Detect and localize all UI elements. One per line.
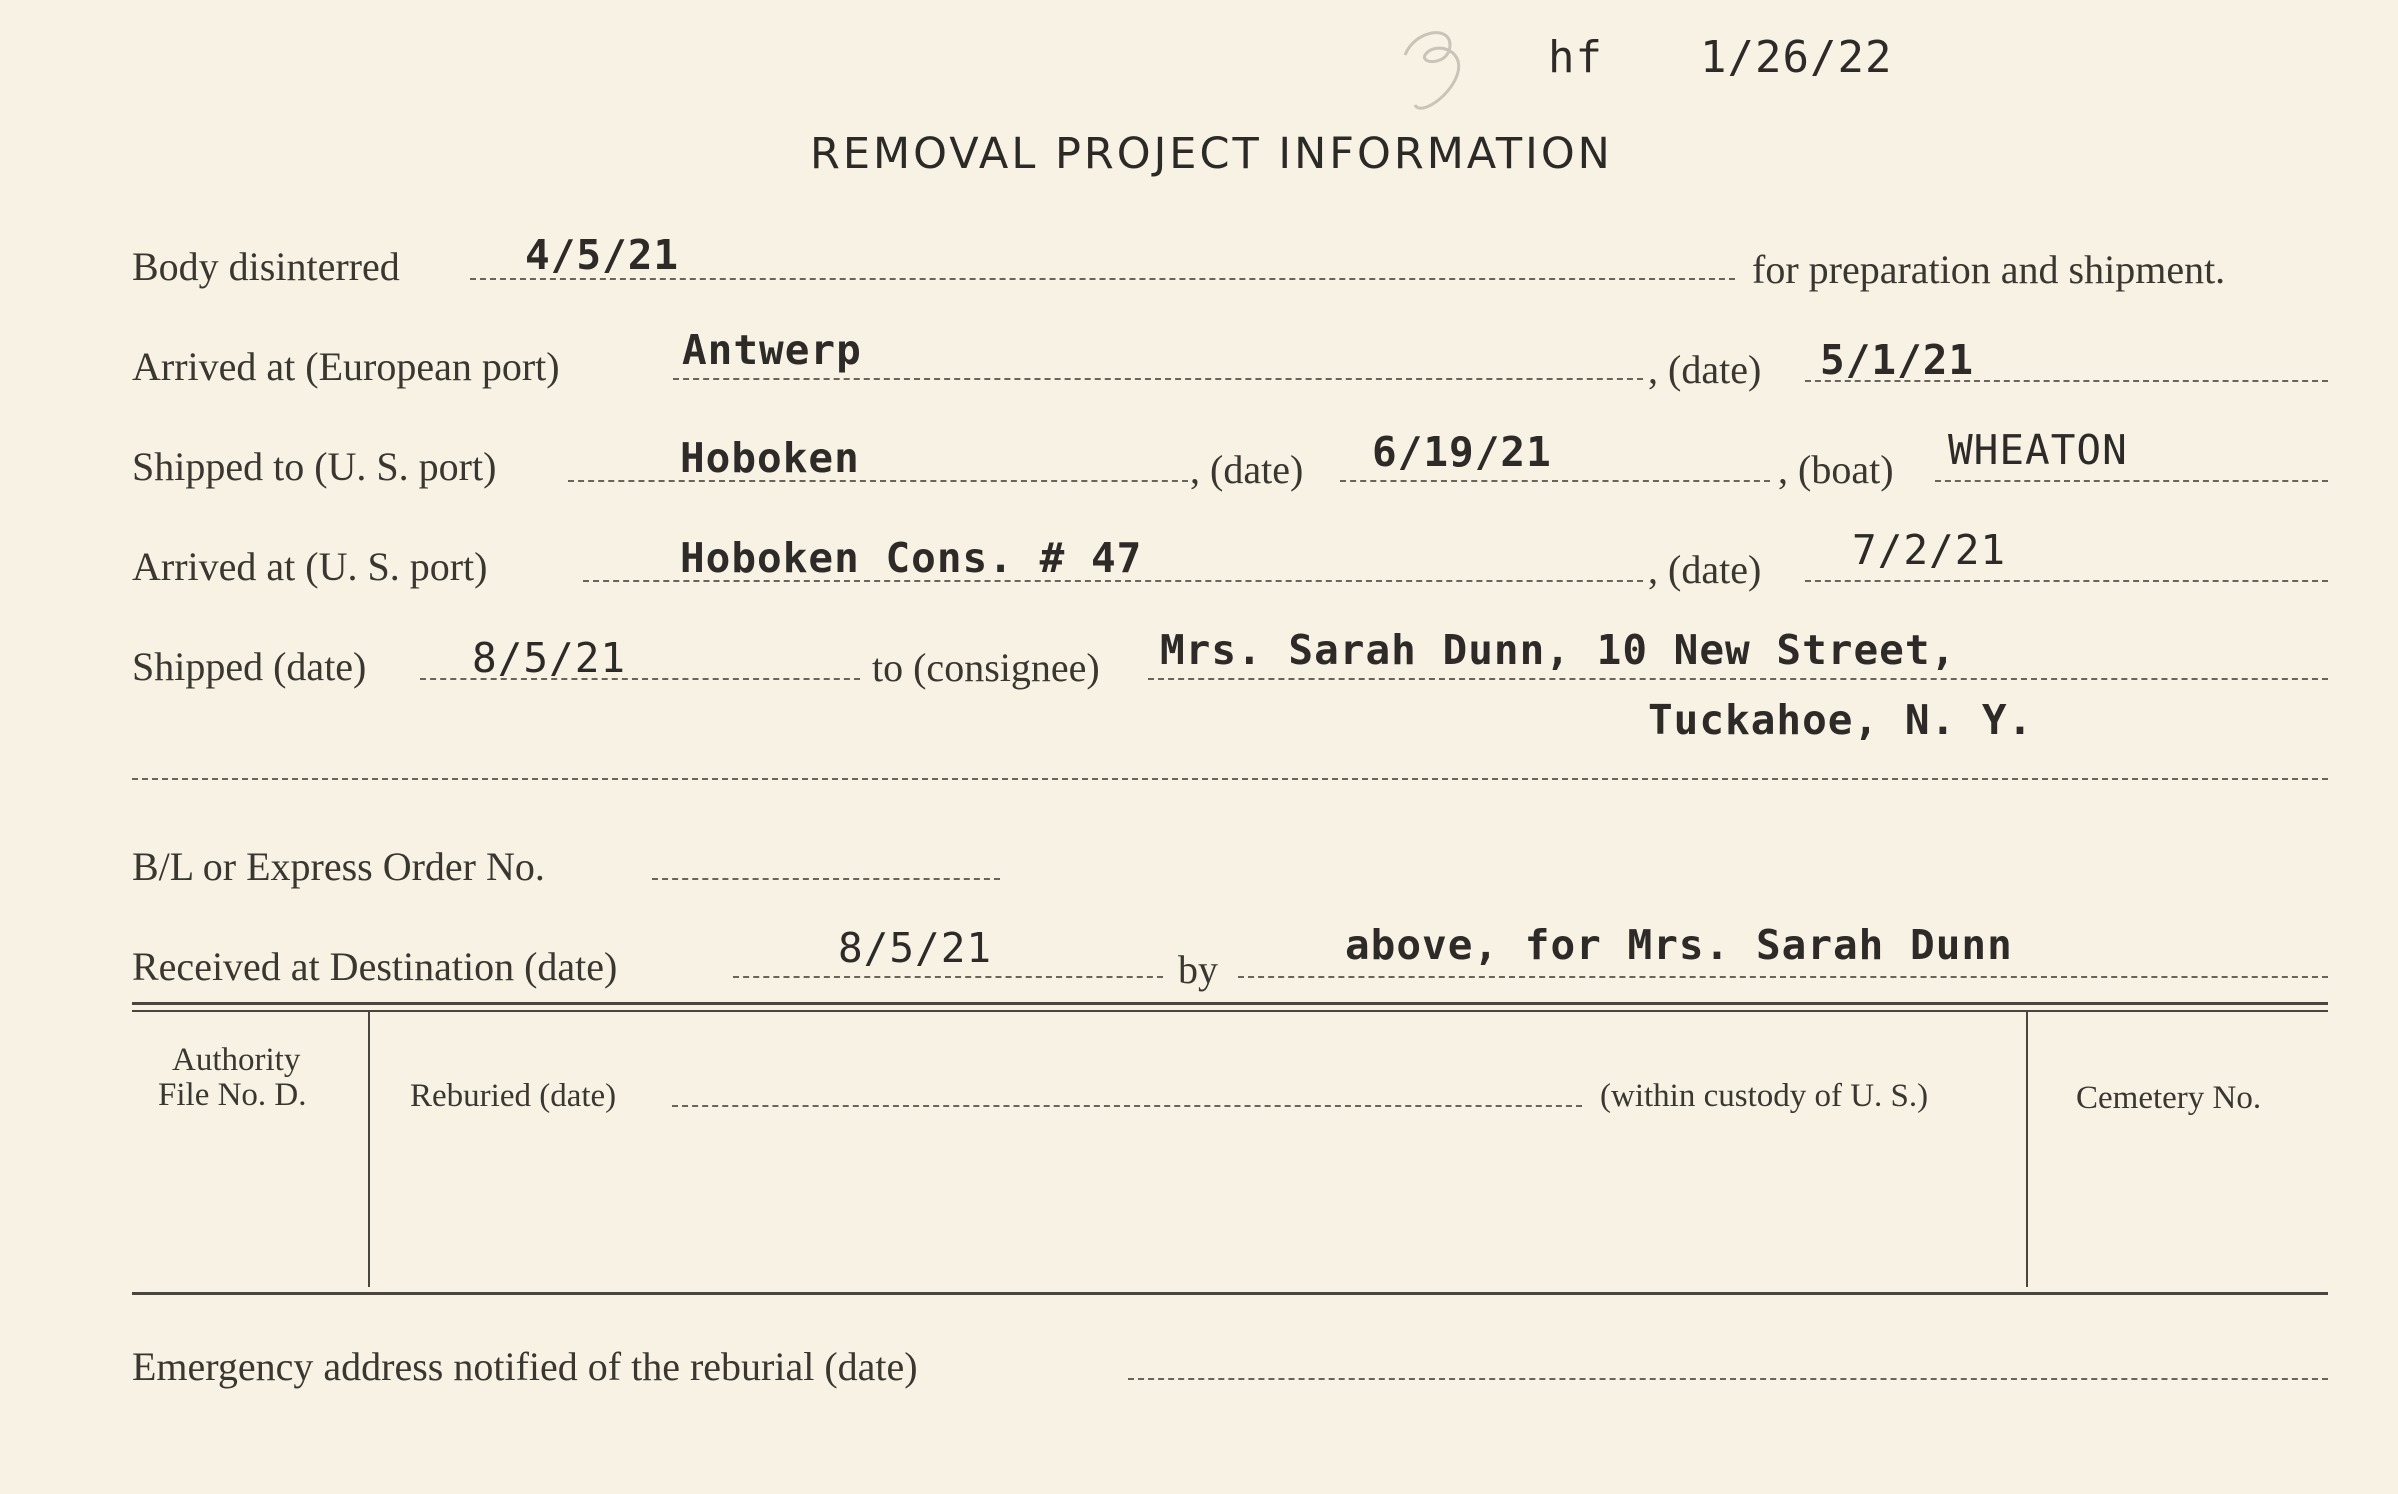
body-disinterred-suffix: for preparation and shipment. — [1752, 247, 2226, 292]
shipped-to-date: 6/19/21 — [1372, 428, 1552, 476]
shipped-to-boat-label: , (boat) — [1778, 447, 1894, 492]
cemetery-label: Cemetery No. — [2076, 1080, 2262, 1116]
arrived-european-value: Antwerp — [682, 326, 862, 374]
shipped-to-boat: WHEATON — [1948, 426, 2128, 474]
shipped-date-label: Shipped (date) — [132, 644, 367, 689]
received-by-label: by — [1178, 947, 1218, 992]
pencil-mark — [1395, 25, 1475, 120]
arrived-european-line — [673, 378, 1643, 380]
arrived-us-value: Hoboken Cons. # 47 — [680, 534, 1143, 582]
arrived-us-date-line — [1805, 580, 2328, 582]
consignee-line1: Mrs. Sarah Dunn, 10 New Street, — [1160, 626, 1957, 674]
authority-label-2: File No. D. — [158, 1077, 307, 1113]
arrived-us-label: Arrived at (U. S. port) — [132, 544, 488, 589]
shipped-to-date-label: , (date) — [1190, 447, 1304, 492]
bl-express-line — [652, 878, 1000, 880]
emergency-line — [1128, 1378, 2328, 1380]
table-top-rule-1 — [132, 1002, 2328, 1005]
reburied-label: Reburied (date) — [410, 1078, 617, 1114]
received-by-value: above, for Mrs. Sarah Dunn — [1345, 921, 2013, 969]
table-divider-right — [2026, 1012, 2028, 1287]
table-divider-left — [368, 1012, 370, 1287]
table-top-rule-2 — [132, 1010, 2328, 1012]
consignee-line — [1148, 678, 2328, 680]
received-by-line — [1238, 976, 2328, 978]
custody-label: (within custody of U. S.) — [1600, 1078, 1929, 1114]
received-label: Received at Destination (date) — [132, 944, 618, 989]
shipped-to-date-line — [1340, 480, 1770, 482]
shipped-date-value: 8/5/21 — [472, 634, 627, 682]
table-bottom-rule — [132, 1292, 2328, 1295]
arrived-european-date: 5/1/21 — [1820, 336, 1975, 384]
header-initials: hf — [1548, 32, 1603, 83]
bl-express-label: B/L or Express Order No. — [132, 844, 545, 889]
arrived-european-date-label: , (date) — [1648, 347, 1762, 392]
arrived-us-date-label: , (date) — [1648, 547, 1762, 592]
received-date: 8/5/21 — [838, 924, 993, 972]
consignee-label: to (consignee) — [872, 645, 1100, 690]
arrived-european-label: Arrived at (European port) — [132, 344, 560, 389]
shipped-to-value: Hoboken — [680, 434, 860, 482]
shipped-to-boat-line — [1935, 480, 2328, 482]
reburied-line — [672, 1105, 1582, 1107]
body-disinterred-value: 4/5/21 — [525, 231, 680, 279]
body-disinterred-label: Body disinterred — [132, 244, 400, 289]
shipped-to-label: Shipped to (U. S. port) — [132, 444, 497, 489]
blank-line — [132, 778, 2328, 780]
shipped-to-line — [568, 480, 1188, 482]
received-date-line — [733, 976, 1163, 978]
emergency-label: Emergency address notified of the reburial (date) — [132, 1344, 918, 1389]
authority-label-1: Authority — [172, 1042, 301, 1078]
card-title: REMOVAL PROJECT INFORMATION — [810, 129, 1613, 179]
header-date: 1/26/22 — [1700, 32, 1893, 83]
consignee-line2: Tuckahoe, N. Y. — [1648, 696, 2034, 744]
arrived-us-date: 7/2/21 — [1852, 526, 2007, 574]
